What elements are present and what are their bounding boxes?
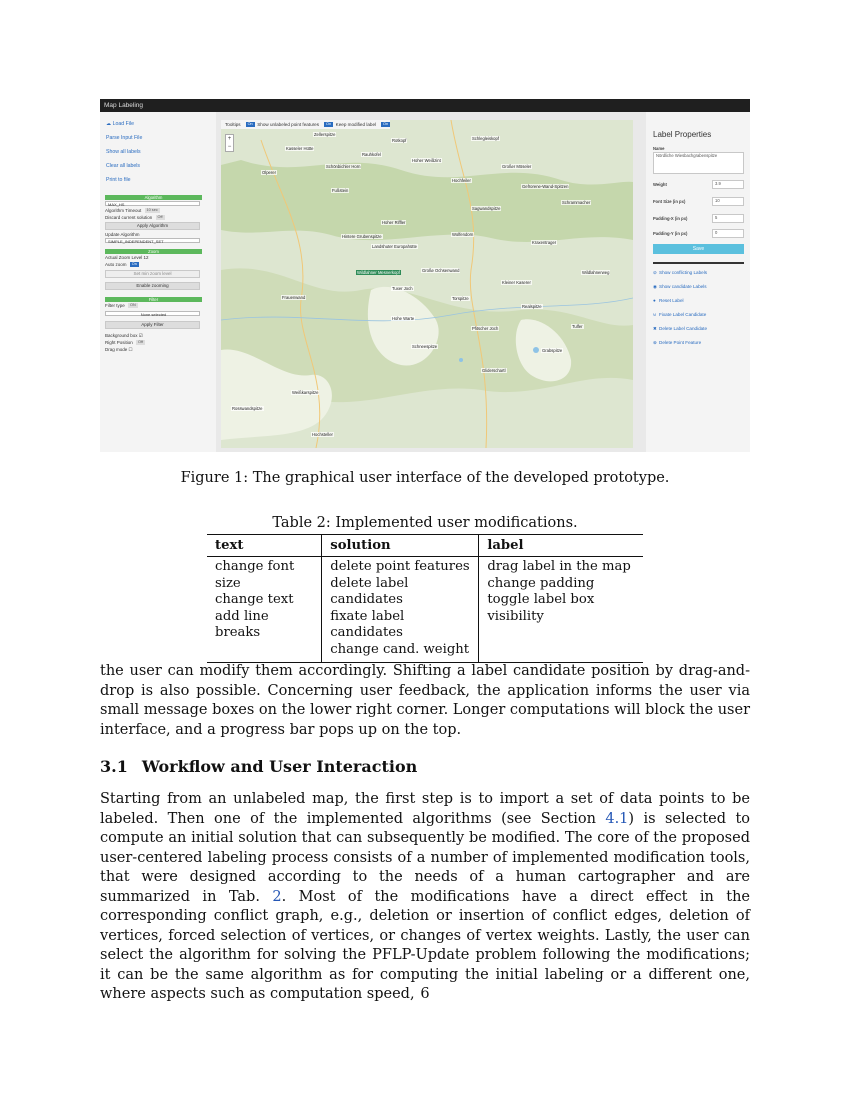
zoom-header: Zoom — [105, 249, 202, 254]
app-title-bar: Map Labeling — [100, 99, 750, 112]
discard-toggle[interactable]: Off — [157, 215, 163, 220]
update-algorithm-label: Update Algorithm — [105, 232, 140, 237]
algorithm-timeout-row: Algorithm Timeout 10 sec — [105, 208, 158, 213]
map-label[interactable]: Pfitscher Joch — [472, 326, 499, 331]
figure-caption: Figure 1: The graphical user interface of the developed prototype. — [180, 470, 670, 486]
map-label[interactable]: Zellerspitze — [314, 132, 336, 137]
zoom-control[interactable]: + − — [225, 134, 234, 152]
map-label[interactable]: Tuxer Joch — [392, 286, 413, 291]
map-label[interactable]: Hochsteller — [312, 432, 333, 437]
table-header: text — [207, 535, 322, 557]
map-label[interactable]: Rotkopf — [392, 138, 407, 143]
weight-label: Weight — [653, 182, 667, 187]
map-label[interactable]: Landshuter Europahütte — [372, 244, 417, 249]
map-label[interactable]: Schönbichler Horn — [326, 164, 361, 169]
table-header-row — [207, 535, 643, 557]
map-label[interactable]: Hoher Weißzint — [412, 158, 441, 163]
padding-y-input[interactable]: 0 — [712, 229, 744, 238]
map-label[interactable]: Gliderschartl — [482, 368, 506, 373]
table-cell-item: toggle label box visibility — [487, 592, 595, 624]
map-label[interactable]: Kasseler Hütte — [286, 146, 314, 151]
drag-mode-checkbox[interactable]: ☐ — [128, 347, 133, 352]
table-cell-item: fixate label candidates — [330, 608, 405, 640]
set-zoom-level-button[interactable]: Set min zoom level — [105, 270, 200, 278]
font-size-input[interactable]: 10 — [712, 197, 744, 206]
filter-type-row: Filter type ON — [105, 303, 136, 308]
table-cell-item: change cand. weight — [330, 641, 470, 657]
map-label[interactable]: Großer Möseler — [502, 164, 532, 169]
filter-header: Filter — [105, 297, 202, 302]
solution-column-cell — [322, 557, 479, 663]
table-header: label — [479, 535, 643, 557]
delete-label-candidate-action[interactable]: ✖ Delete Label Candidate — [653, 326, 708, 331]
right-position-row: Right Position Off — [105, 340, 144, 345]
table-cell-item: add line breaks — [215, 608, 269, 640]
right-position-toggle[interactable]: Off — [138, 340, 144, 345]
paragraph-workflow: Starting from an unlabeled map, the first step is to import a set of data points to be labeled. Then one of the implemented algorithms (see Section 4.1) is selected to compute an initial solution that can subsequently be modified. The core of the proposed user-centered labeling process consists of a number of implemented modification tools, that were designed according to the needs of a human cartographer and are summarized in Tab. 2. Most of the modifications have a direct effect in the corresponding conflict graph, e.g., deletion or insertion of conflict edges, deletion of vertices, forced selection of vertices, or changes of vertex weights. Lastly, the user can select the algorithm for solving the PFLP-Update problem following the modifications; it can be the same algorithm as for computing the initial labeling or a different one, where aspects such as computation speed, — [100, 791, 751, 1002]
modifications-table — [207, 534, 643, 663]
background-box-row: Background box ☑ — [105, 333, 143, 338]
actual-zoom-level: Actual Zoom Level 12 — [105, 255, 149, 260]
map-label[interactable]: Torspitze — [452, 296, 469, 301]
map-label[interactable]: Hoher Riffler — [382, 220, 406, 225]
table-row — [207, 557, 643, 663]
discard-solution-row: Discard current solution Off — [105, 215, 163, 220]
map-label[interactable]: Wolfendorn — [452, 232, 474, 237]
map-label[interactable]: Hochfeiler — [452, 178, 471, 183]
eye-icon: ◉ — [653, 284, 658, 289]
show-conflicting-labels-action[interactable]: ⊘ Show conflicting Labels — [653, 270, 708, 275]
map-label[interactable]: Fußstein — [332, 188, 349, 193]
section-heading — [100, 757, 417, 776]
update-algorithm-select[interactable]: SIMPLE_INDEPENDENT_SET — [105, 238, 200, 243]
map-label[interactable]: Rauhkofel — [362, 152, 381, 157]
divider — [653, 262, 744, 264]
pin-icon: ⊍ — [653, 312, 657, 317]
table-cell-item: change font size — [215, 559, 295, 591]
reset-icon: ● — [653, 298, 656, 303]
print-to-file-link[interactable]: Print to file — [106, 177, 131, 183]
map-label[interactable]: Grabspitze — [542, 348, 563, 353]
page-number: 6 — [420, 986, 430, 1002]
show-all-labels-link[interactable]: Show all labels — [106, 149, 141, 155]
table-caption: Table 2: Implemented user modifications. — [272, 515, 578, 531]
parse-input-link[interactable]: Parse Input File — [106, 135, 143, 141]
map-label[interactable]: Schneespitze — [412, 344, 438, 349]
padding-y-label: Padding-Y (in px) — [653, 231, 688, 236]
show-unlabeled-toggle[interactable]: On — [326, 122, 332, 127]
selected-map-label[interactable]: Wildlahner Mesnerkopf — [357, 270, 400, 275]
table-cell-item: drag label in the map — [487, 559, 631, 574]
filter-type-select[interactable]: ON — [130, 303, 136, 308]
clear-all-labels-link[interactable]: Clear all labels — [106, 163, 141, 169]
ban-icon: ⊘ — [653, 270, 657, 275]
map-label[interactable]: Realspitze — [522, 304, 542, 309]
algorithm-header: Algorithm — [105, 195, 202, 200]
map-label[interactable]: Schlegleiskopf — [472, 136, 500, 141]
map-label[interactable]: Kraxentrager — [532, 240, 557, 245]
map-label[interactable]: Gefrorene-Wand-Spitzen — [522, 184, 569, 189]
close-icon: ✖ — [653, 326, 657, 331]
map-label[interactable]: Kleiner Kaserer — [502, 280, 531, 285]
save-button[interactable]: Save — [653, 244, 744, 254]
apply-algorithm-button[interactable]: Apply Algorithm — [105, 222, 200, 230]
keep-modified-toggle[interactable]: On — [383, 122, 389, 127]
drag-mode-row: Drag mode ☐ — [105, 347, 133, 352]
name-label: Name — [653, 146, 665, 151]
weight-input[interactable]: 3.9 — [712, 180, 744, 189]
text-column-cell — [207, 557, 322, 663]
map-label[interactable]: Weißkarspitze — [292, 390, 319, 395]
font-size-label: Font Size (in px) — [653, 199, 686, 204]
map-label[interactable]: Große Ochsenwand — [422, 268, 460, 273]
map-terrain — [221, 120, 633, 448]
auto-zoom-toggle[interactable]: On — [131, 262, 137, 267]
enable-zooming-button[interactable]: Enable zooming — [105, 282, 200, 290]
map-label[interactable]: Frauenwand — [282, 295, 306, 300]
map-label[interactable]: Schrammacher — [562, 200, 591, 205]
map-label[interactable]: Tulfer — [572, 324, 583, 329]
apply-filter-button[interactable]: Apply Filter — [105, 321, 200, 329]
label-properties-panel — [646, 112, 750, 452]
delete-point-feature-action[interactable]: ⊗ Delete Point Feature — [653, 340, 702, 345]
section-reference-link[interactable]: 4.1 — [605, 810, 629, 827]
table-reference-link[interactable]: 2 — [272, 888, 282, 905]
section-number: 3.1 — [100, 757, 128, 776]
load-file-link[interactable]: ☁ Load File — [106, 121, 134, 127]
auto-zoom-row: Auto zoom On — [105, 262, 137, 267]
map-view[interactable] — [221, 120, 633, 448]
label-properties-title: Label Properties — [653, 130, 712, 139]
map-label[interactable]: Hohe Warte — [392, 316, 415, 321]
background-box-checkbox[interactable]: ☑ — [138, 333, 143, 338]
figure-gui-screenshot — [100, 99, 750, 452]
name-input[interactable]: Nördliche Wiesbachgrabenspitze — [653, 152, 744, 174]
fixate-label-candidate-action[interactable]: ⊍ Fixate Label Candidate — [653, 312, 707, 317]
table-cell-item: delete point features — [330, 559, 470, 574]
table-cell-item: delete label candidates — [330, 575, 409, 607]
paragraph-user-feedback: the user can modify them accordingly. Shifting a label candidate position by drag-and-drop is also possible. Concerning user feedback, the application informs the user via small message boxes on the lower right corner. Longer computations will block the user interface, and a progress bar pops up on the top. — [100, 663, 750, 738]
map-toolbar: Tooltips On Show unlabeled point features On Keep modified label On — [221, 120, 390, 129]
section-title: Workflow and User Interaction — [141, 757, 418, 776]
table-cell-item: change padding — [487, 575, 595, 591]
show-candidate-labels-action[interactable]: ◉ Show candidate Labels — [653, 284, 707, 289]
reset-label-action[interactable]: ● Reset Label — [653, 298, 684, 303]
padding-x-input[interactable]: 5 — [712, 214, 744, 223]
padding-x-label: Padding-X (in px) — [653, 216, 688, 221]
delete-circle-icon: ⊗ — [653, 340, 657, 345]
left-control-panel — [100, 112, 216, 452]
algorithm-select[interactable]: MAX_HS — [105, 201, 200, 206]
map-label[interactable]: Sagwandspitze — [472, 206, 501, 211]
tooltips-toggle[interactable]: On — [247, 122, 253, 127]
map-label[interactable]: Wildlahnerweg — [582, 270, 610, 275]
timeout-select[interactable]: 10 sec — [146, 208, 158, 213]
map-label[interactable]: Rosswandspitze — [232, 406, 263, 411]
table-header: solution — [322, 535, 479, 557]
map-label[interactable]: Hintere Grubenspitze — [342, 234, 382, 239]
upload-icon: ☁ — [106, 121, 113, 127]
filter-none-selected[interactable]: None selected — [105, 311, 200, 316]
label-column-cell — [479, 557, 643, 663]
map-label[interactable]: Olperer — [262, 170, 276, 175]
table-cell-item: change text — [215, 592, 294, 607]
